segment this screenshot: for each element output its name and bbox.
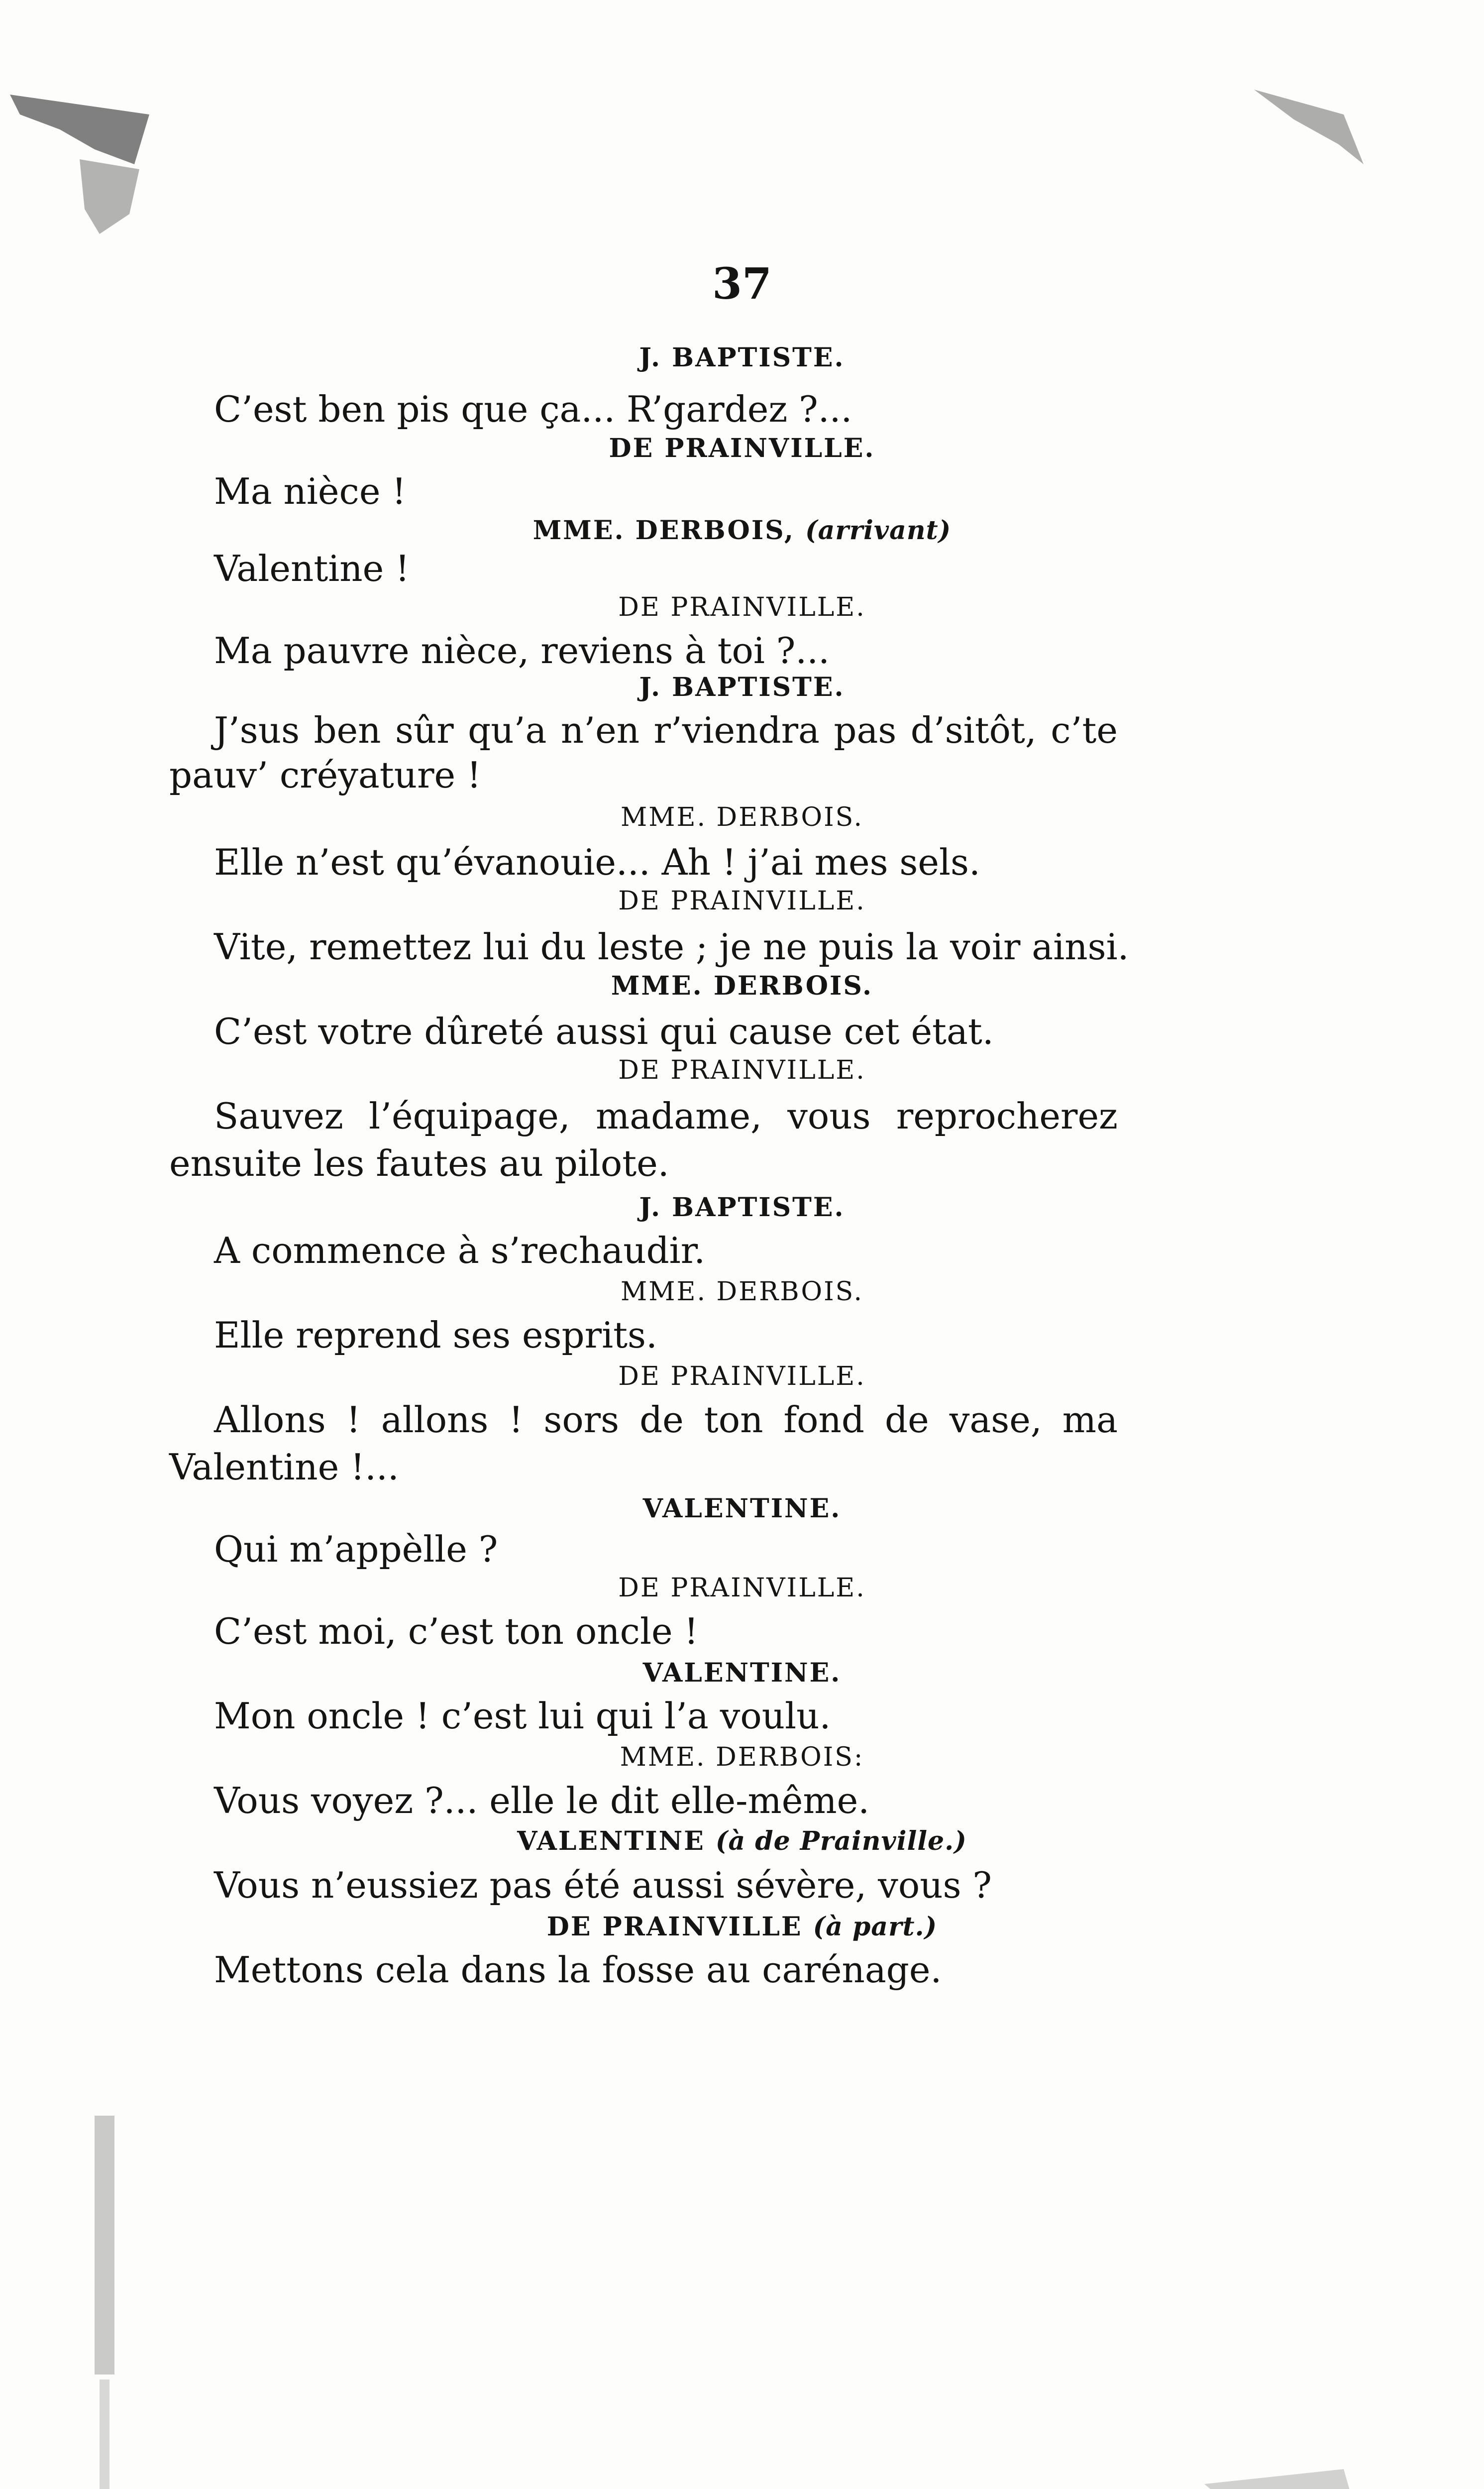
speaker-name [0, 1912, 1484, 1942]
speaker-name: VALENTINE. [642, 1493, 842, 1524]
speaker-name: J. BAPTISTE. [639, 672, 845, 702]
speaker-label: MME. DERBOIS, [532, 515, 795, 546]
stage-direction: (à part.) [813, 1912, 938, 1942]
speaker-name [0, 515, 1484, 546]
speech-line: C’est moi, c’est ton oncle ! [214, 1610, 699, 1652]
speaker-name: MME. DERBOIS. [611, 971, 873, 1001]
speech-line: Vous voyez ?... elle le dit elle-même. [214, 1780, 870, 1821]
speech-line: Ma pauvre nièce, reviens à toi ?... [214, 630, 830, 672]
speech-line: Elle reprend ses esprits. [214, 1314, 657, 1356]
speech-line: Mon oncle ! c’est lui qui l’a voulu. [214, 1695, 831, 1737]
speaker-name: MME. DERBOIS. [621, 1277, 863, 1307]
speech-line: Vous n’eussiez pas été aussi sévère, vous ? [214, 1864, 992, 1906]
speaker-name: DE PRAINVILLE. [618, 592, 866, 622]
speaker-name [0, 1826, 1484, 1856]
speaker-name: MME. DERBOIS: [620, 1742, 864, 1772]
speech-line: Ma nièce ! [214, 470, 407, 512]
speaker-name: DE PRAINVILLE. [618, 1573, 866, 1603]
speech-line: J’sus ben sûr qu’a n’en r’viendra pas d’sitôt, c’te [214, 709, 1118, 751]
speech-line: Vite, remettez lui du leste ; je ne puis la voir ainsi. [214, 926, 1129, 968]
speech-line: Sauvez l’équipage, madame, vous reprocherez [214, 1095, 1118, 1137]
page-number: 37 [712, 259, 772, 309]
speaker-name: MME. DERBOIS. [621, 802, 863, 832]
speech-line: Allons ! allons ! sors de ton fond de vase, ma [214, 1399, 1118, 1441]
speech-line: A commence à s’rechaudir. [214, 1230, 706, 1271]
speaker-name: DE PRAINVILLE. [618, 1055, 866, 1085]
speaker-label: VALENTINE [517, 1826, 705, 1856]
speaker-label: DE PRAINVILLE [546, 1912, 803, 1942]
speech-line: C’est votre dûreté aussi qui cause cet état. [214, 1011, 994, 1052]
speaker-name: J. BAPTISTE. [639, 342, 845, 373]
speaker-name: DE PRAINVILLE. [609, 433, 875, 463]
speech-line: Elle n’est qu’évanouie... Ah ! j’ai mes sels. [214, 841, 980, 883]
speaker-name: VALENTINE. [642, 1658, 842, 1688]
speaker-name: DE PRAINVILLE. [618, 886, 866, 916]
speech-line: C’est ben pis que ça... R’gardez ?... [214, 388, 852, 430]
speech-line: Mettons cela dans la fosse au carénage. [214, 1949, 942, 1991]
speaker-name: DE PRAINVILLE. [618, 1361, 866, 1391]
speech-line: Qui m’appèlle ? [214, 1528, 498, 1570]
speech-line: Valentine ! [214, 548, 410, 589]
speech-continuation: Valentine !... [169, 1446, 399, 1488]
stage-direction: (arrivant) [805, 515, 952, 546]
speech-continuation: pauv’ créyature ! [169, 754, 481, 796]
stage-direction: (à de Prainville.) [715, 1826, 967, 1856]
speaker-name: J. BAPTISTE. [639, 1192, 845, 1223]
speech-continuation: ensuite les fautes au pilote. [169, 1142, 669, 1184]
